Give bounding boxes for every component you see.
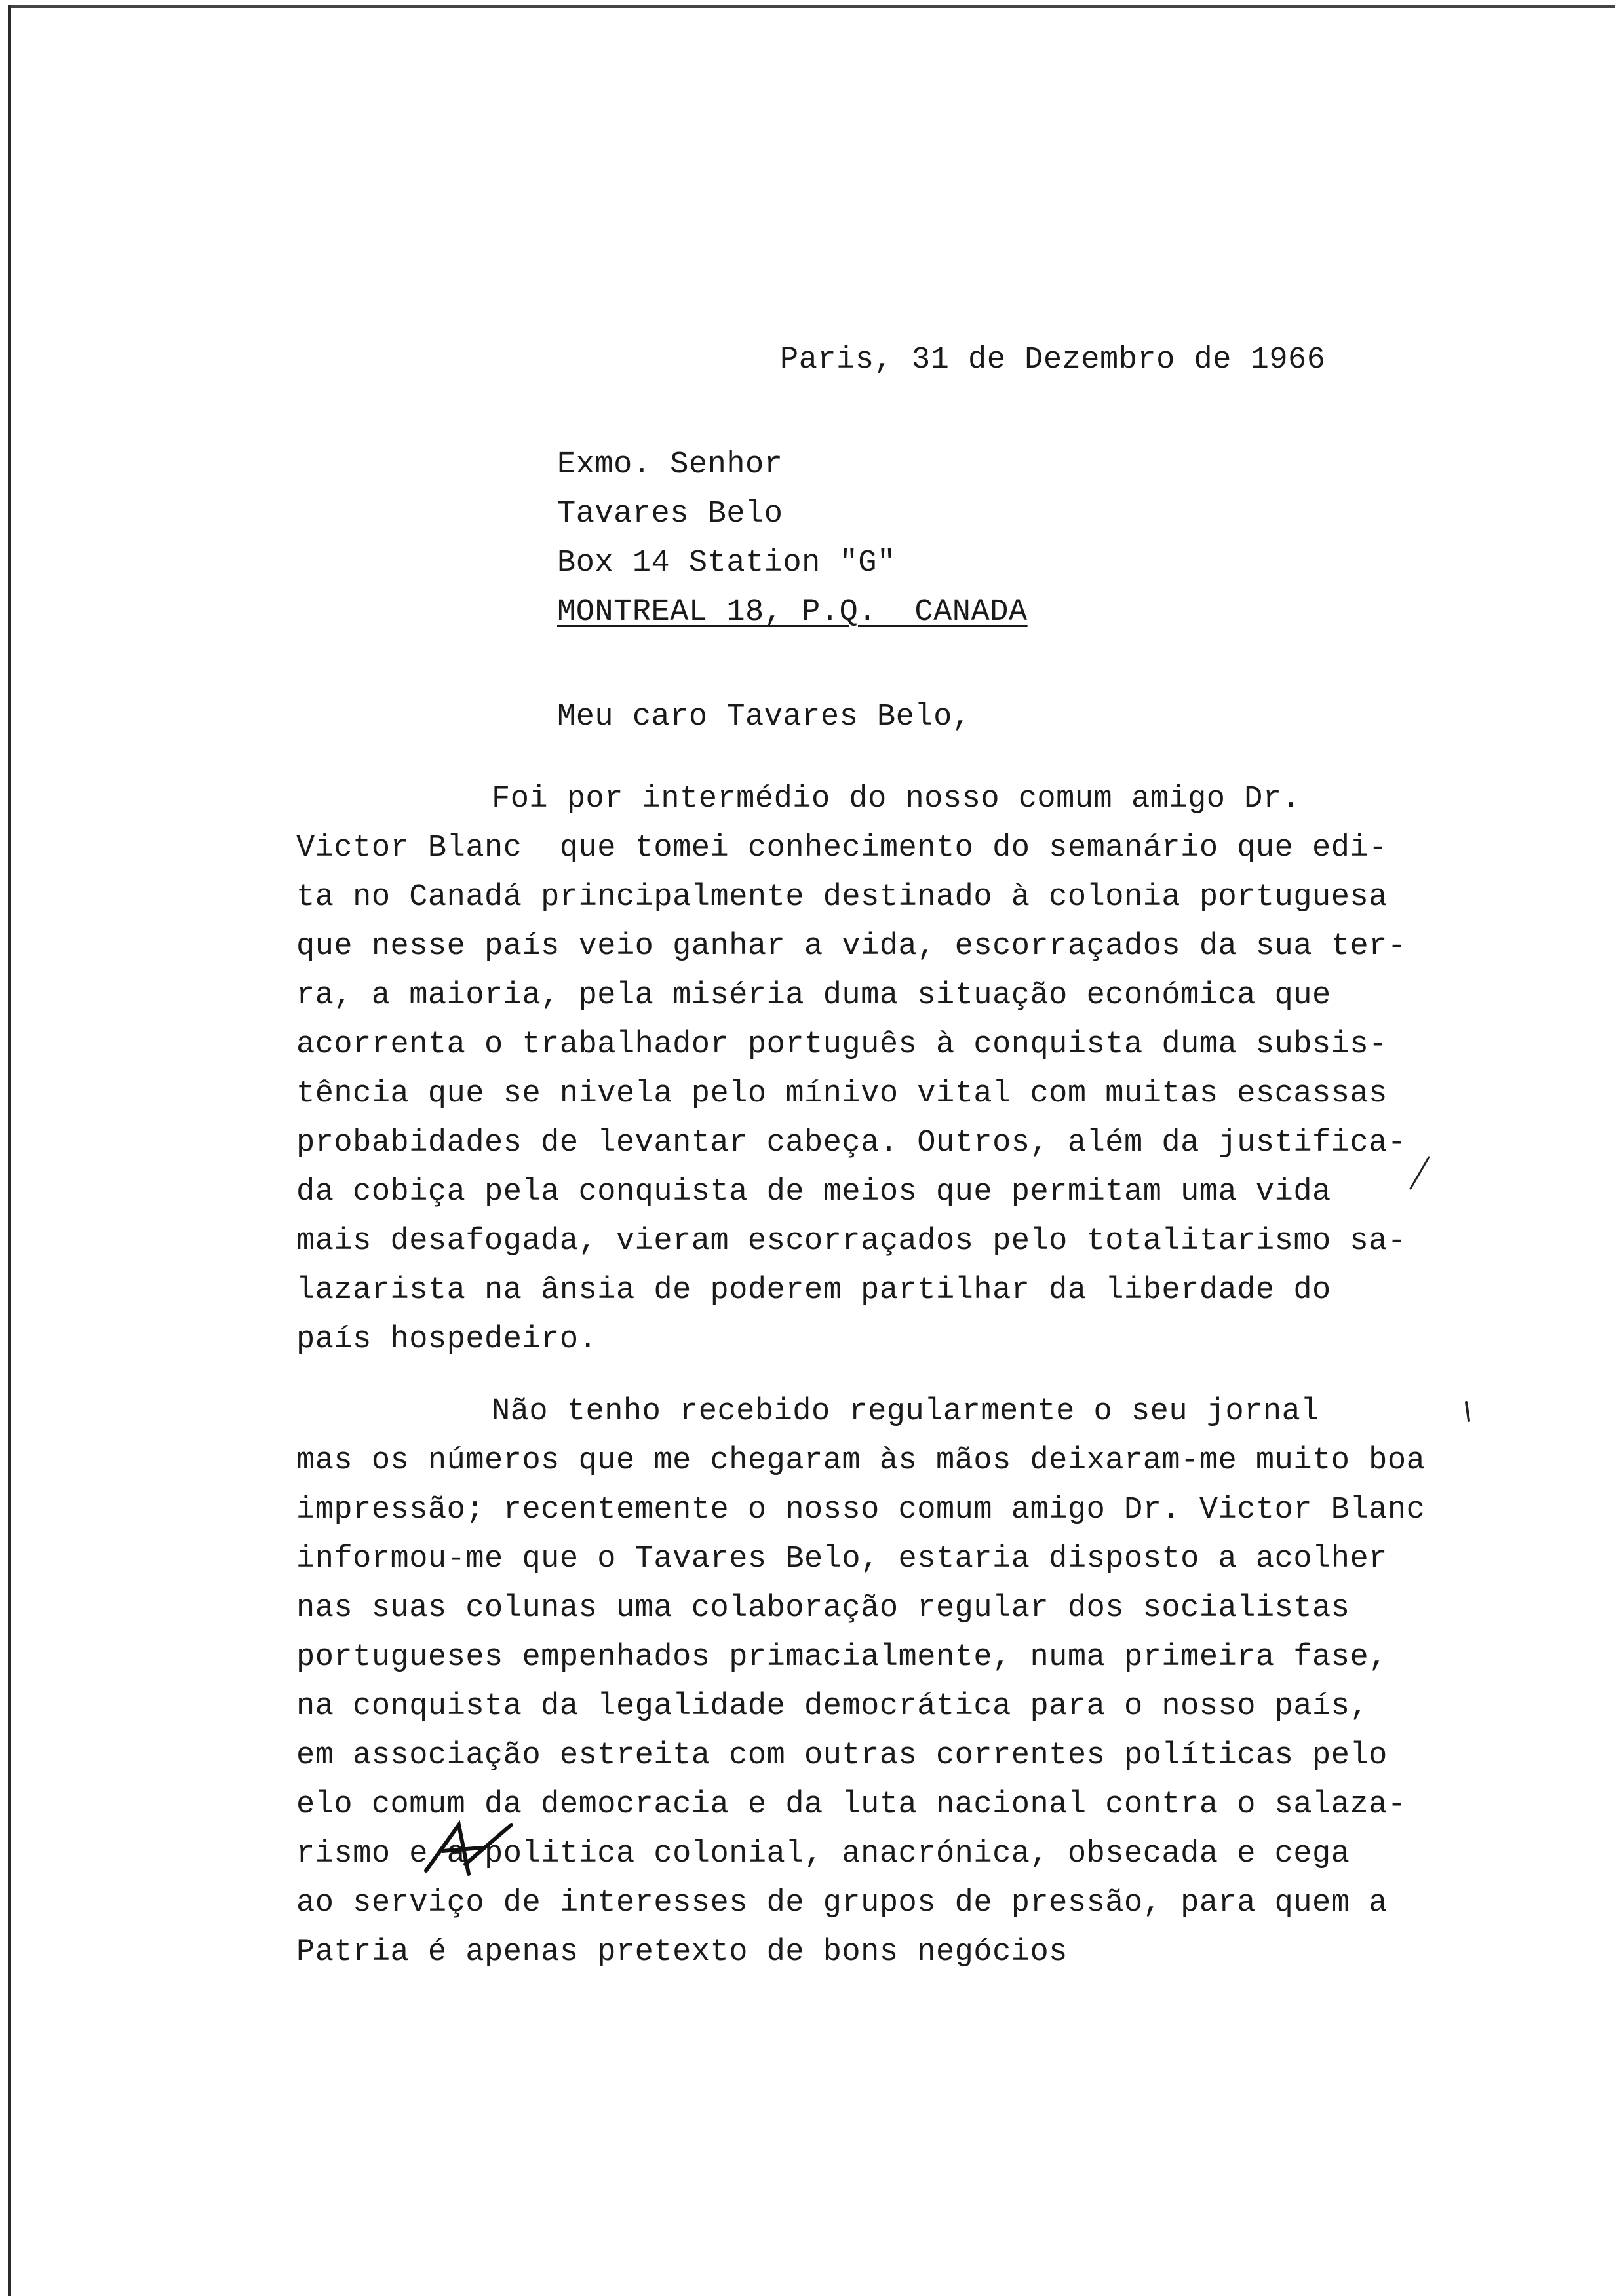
paragraph2-line: informou-me que o Tavares Belo, estaria disposto a acolher (296, 1542, 1388, 1577)
paragraph2-line: mas os números que me chegaram às mãos deixaram-me muito boa (296, 1444, 1426, 1478)
paragraph2-line: ao serviço de interesses de grupos de pressão, para quem a (296, 1886, 1388, 1921)
paragraph2-line: impressão; recentemente o nosso comum amigo Dr. Victor Blanc (296, 1493, 1426, 1527)
address-line-4: MONTREAL 18, P.Q. CANADA (557, 595, 1028, 630)
paragraph1-line: país hospedeiro. (296, 1322, 598, 1357)
paragraph2-line: rismo e a politica colonial, anacrónica, obsecada e cega (296, 1837, 1350, 1871)
paragraph2-line: elo comum da democracia e da luta nacional contra o salaza- (296, 1788, 1407, 1822)
paragraph1-line: ra, a maioria, pela miséria duma situação económica que (296, 978, 1331, 1013)
paragraph1-line: Victor Blanc que tomei conhecimento do semanário que edi- (296, 831, 1388, 866)
paragraph2-line: portugueses empenhados primacialmente, numa primeira fase, (296, 1640, 1388, 1675)
paragraph1-line: probabidades de levantar cabeça. Outros, além da justifica- (296, 1126, 1407, 1160)
paragraph1-line: mais desafogada, vieram escorraçados pelo totalitarismo sa- (296, 1224, 1407, 1259)
slash-mark-icon (1403, 1153, 1435, 1193)
paragraph1-line: tência que se nivela pelo mínivo vital com muitas escassas (296, 1077, 1388, 1111)
paragraph1-line: da cobiça pela conquista de meios que permitam uma vida (296, 1175, 1331, 1210)
letter-date: Paris, 31 de Dezembro de 1966 (780, 343, 1326, 377)
page-left-edge (8, 5, 11, 2296)
paragraph1-line: Foi por intermédio do nosso comum amigo Dr. (492, 782, 1301, 816)
paragraph2-line: Não tenho recebido regularmente o seu jornal (492, 1394, 1320, 1429)
paragraph2-line: Patria é apenas pretexto de bons negócios (296, 1935, 1068, 1970)
address-line-1: Exmo. Senhor (557, 448, 783, 482)
page-top-edge (8, 5, 1615, 8)
correction-mark-icon (419, 1812, 518, 1884)
tick-mark-icon (1458, 1396, 1478, 1428)
address-line-3: Box 14 Station "G" (557, 546, 896, 581)
address-line-2: Tavares Belo (557, 497, 783, 531)
paragraph2-line: nas suas colunas uma colaboração regular dos socialistas (296, 1591, 1350, 1626)
paragraph2-line: na conquista da legalidade democrática para o nosso país, (296, 1689, 1369, 1724)
paragraph1-line: que nesse país veio ganhar a vida, escorraçados da sua ter- (296, 929, 1407, 964)
paragraph1-line: ta no Canadá principalmente destinado à colonia portuguesa (296, 880, 1388, 915)
paragraph1-line: acorrenta o trabalhador português à conquista duma subsis- (296, 1027, 1388, 1062)
paragraph1-line: lazarista na ânsia de poderem partilhar da liberdade do (296, 1273, 1331, 1308)
paragraph2-line: em associação estreita com outras correntes políticas pelo (296, 1738, 1388, 1773)
salutation: Meu caro Tavares Belo, (557, 700, 971, 735)
